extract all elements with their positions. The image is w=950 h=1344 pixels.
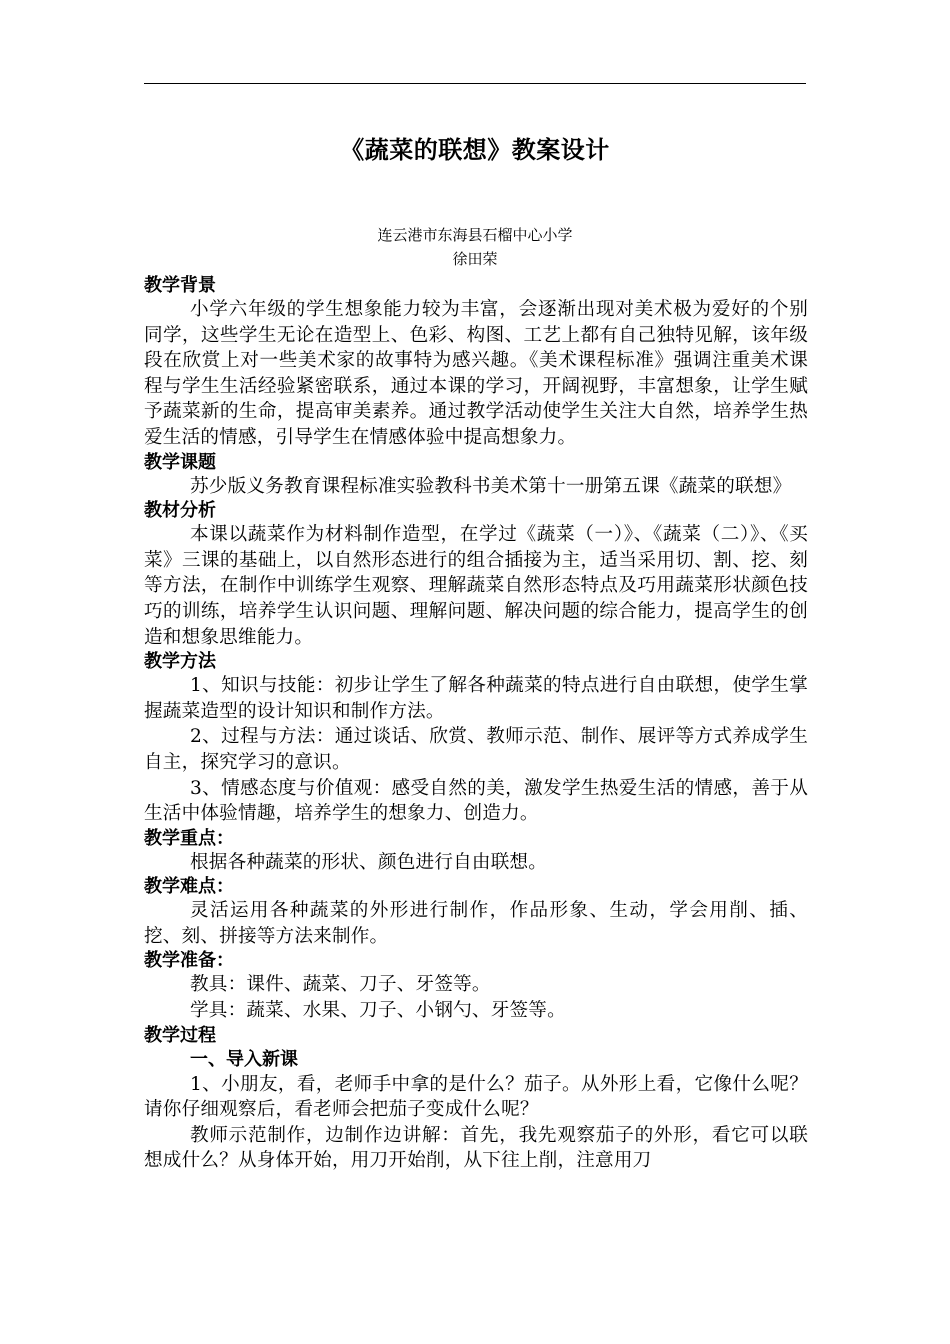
section-heading-process: 教学过程 <box>144 1024 216 1046</box>
method-item: 1、知识与技能：初步让学生了解各种蔬菜的特点进行自由联想，使学生掌握蔬菜造型的设计知识和制作方法。 <box>144 675 808 722</box>
method-item: 2、过程与方法：通过谈话、欣赏、教师示范、制作、展评等方式养成学生自主，探究学习的意识。 <box>144 726 808 773</box>
method-item: 3、情感态度与价值观：感受自然的美，激发学生热爱生活的情感，善于从生活中体验情趣，培养学生的想象力、创造力。 <box>144 777 808 825</box>
section-heading-key-points: 教学重点： <box>144 827 234 849</box>
analysis-paragraph: 本课以蔬菜作为材料制作造型，在学过《蔬菜（一）》、《蔬菜（二）》、《买菜》三课的基础上，以自然形态进行的组合插接为主，适当采用切、割、挖、刻等方法，在制作中训练学生观察、理解蔬菜自然形态特点及巧用蔬菜形状颜色技巧的训练，培养学生认识问题、理解问题、解决问题的综合能力，提高学生的创造和想象思维能力。 <box>144 524 808 648</box>
document-title: 《蔬菜的联想》教案设计 <box>340 136 610 164</box>
section-heading-analysis: 教材分析 <box>144 500 216 522</box>
process-paragraph: 1、小朋友，看，老师手中拿的是什么？茄子。从外形上看，它像什么呢？请你仔细观察后，看老师会把茄子变成什么呢？ <box>144 1073 808 1121</box>
process-step-title: 一、导入新课 <box>190 1048 298 1070</box>
author-name: 徐田荣 <box>452 250 498 268</box>
teacher-tools: 教具：课件、蔬菜、刀子、牙签等。 <box>190 974 491 996</box>
header-rule <box>144 83 806 84</box>
topic-paragraph: 苏少版义务教育课程标准实验教科书美术第十一册第五课《蔬菜的联想》 <box>190 475 792 497</box>
section-heading-background: 教学背景 <box>144 275 216 296</box>
student-tools: 学具：蔬菜、水果、刀子、小钢勺、牙签等。 <box>190 1000 566 1022</box>
key-points-paragraph: 根据各种蔬菜的形状、颜色进行自由联想。 <box>190 851 548 873</box>
process-paragraph: 教师示范制作，边制作边讲解：首先，我先观察茄子的外形，看它可以联想成什么？从身体开始，用刀开始削，从下往上削，注意用刀 <box>144 1124 808 1172</box>
document-body <box>144 274 808 1174</box>
section-heading-difficulties: 教学难点： <box>144 876 234 898</box>
background-paragraph: 小学六年级的学生想象能力较为丰富，会逐渐出现对美术极为爱好的个别同学，这些学生无论在造型上、色彩、构图、工艺上都有自己独特见解，该年级段在欣赏上对一些美术家的故事特为感兴趣。《美术课程标准》强调注重美术课程与学生生活经验紧密联系，通过本课的学习，开阔视野，丰富想象，让学生赋予蔬菜新的生命，提高审美素养。通过教学活动使学生关注大自然，培养学生热爱生活的情感，引导学生在情感体验中提高想象力。 <box>144 299 808 448</box>
section-heading-topic: 教学课题 <box>144 451 216 473</box>
section-heading-methods: 教学方法 <box>144 651 216 673</box>
difficulties-paragraph: 灵活运用各种蔬菜的外形进行制作，作品形象、生动，学会用削、插、挖、刻、拼接等方法来制作。 <box>144 900 808 947</box>
section-heading-preparation: 教学准备： <box>144 950 234 972</box>
school-name: 连云港市东海县石榴中心小学 <box>377 226 573 244</box>
